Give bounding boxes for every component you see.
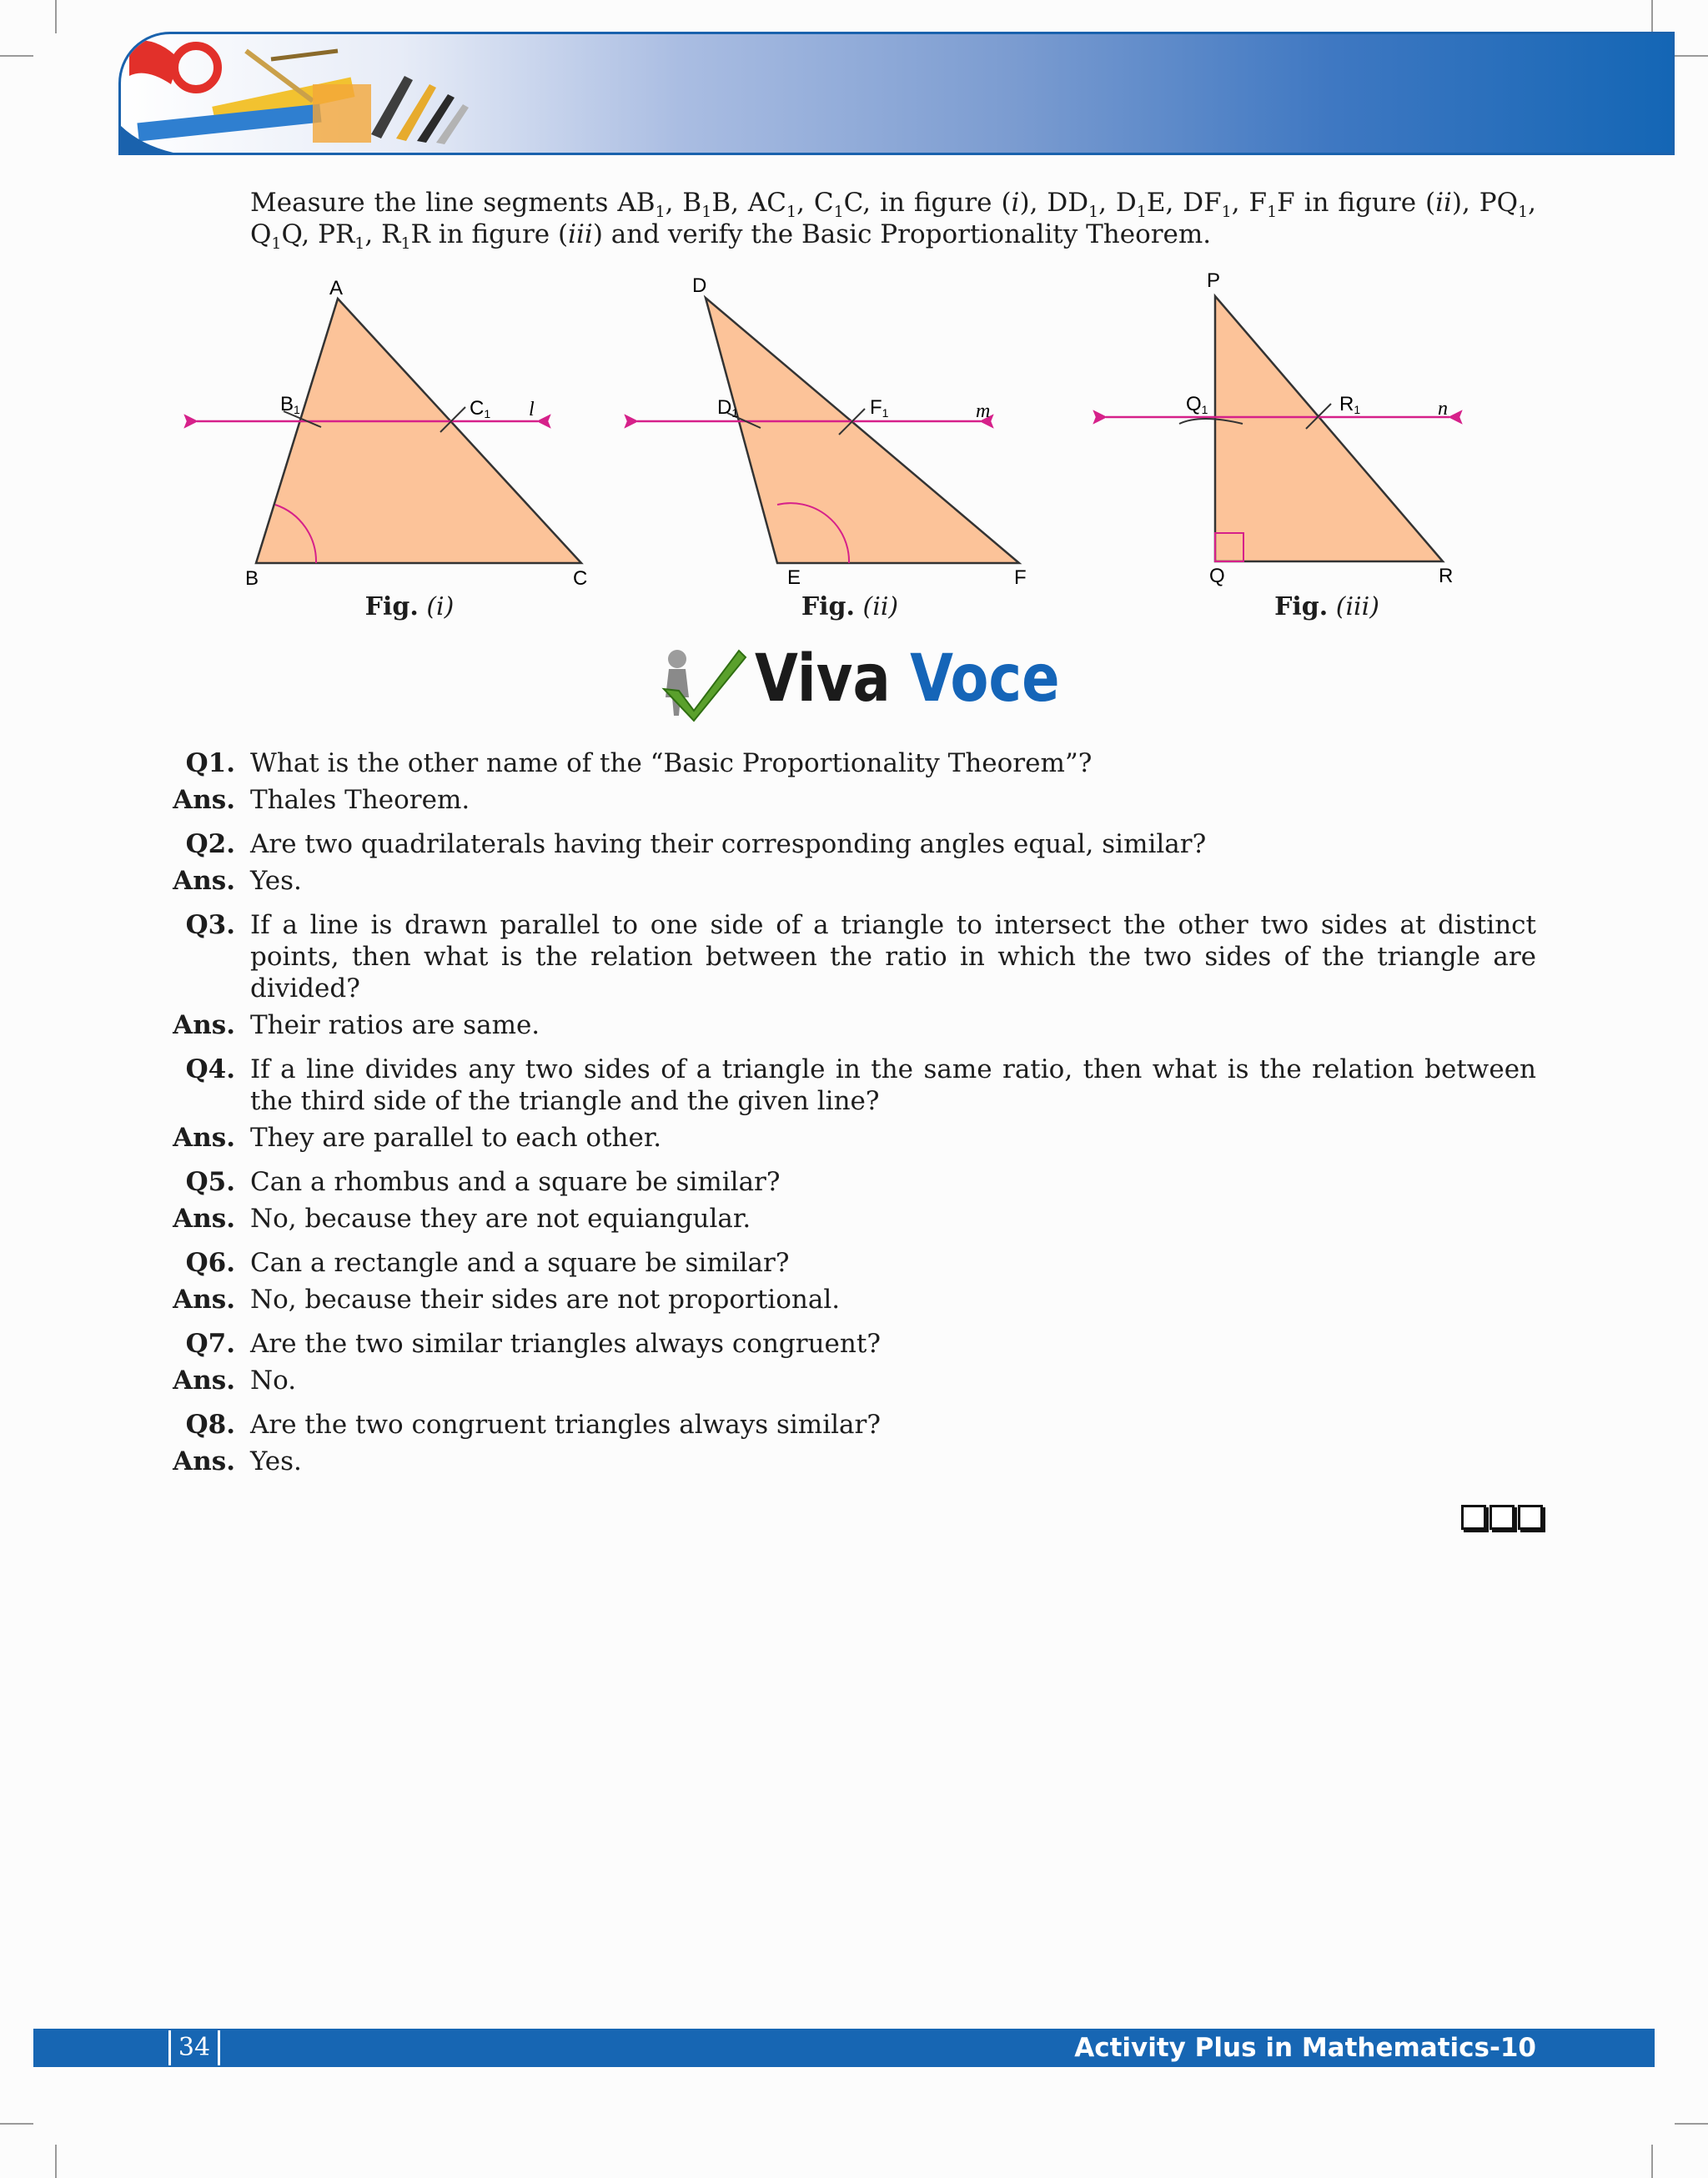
answer-text: They are parallel to each other. (250, 1123, 662, 1153)
figure-caption-ii: Fig. (ii) (801, 592, 899, 621)
label-c: C (573, 567, 588, 590)
label-f: F (1014, 566, 1027, 589)
label-line-m: m (976, 400, 991, 422)
box-icon (1461, 1505, 1486, 1530)
figure-caption-iii: Fig. (iii) (1274, 592, 1379, 621)
label-a: A (329, 277, 344, 299)
question-number: Q2. (185, 829, 235, 859)
question-text: Can a rhombus and a square be similar? (250, 1167, 781, 1197)
label-r: R (1439, 565, 1454, 587)
crop-mark (1651, 2145, 1653, 2178)
label-q: Q (1209, 565, 1225, 587)
figure-caption-i: Fig. (i) (364, 592, 455, 621)
book-title: Activity Plus in Mathematics-10 (1074, 2033, 1536, 2063)
question-text: If a line divides any two sides of a triangle in the same ratio, then what is the relation between the third side of the triangle and the given line? (250, 1054, 1536, 1116)
answer-label: Ans. (173, 1366, 235, 1396)
label-p: P (1207, 269, 1221, 292)
triangle-figures (0, 267, 1708, 601)
answer-label: Ans. (173, 1446, 235, 1476)
answer-label: Ans. (173, 1285, 235, 1315)
question-number: Q1. (185, 748, 235, 778)
crop-mark (0, 55, 33, 57)
answer-text: No, because their sides are not proportional. (250, 1285, 841, 1315)
label-r1: R1 (1339, 393, 1361, 416)
crop-mark (1675, 55, 1708, 57)
crop-mark (1675, 2123, 1708, 2125)
question-text: Are two quadrilaterals having their corresponding angles equal, similar? (250, 829, 1207, 859)
label-q1: Q1 (1186, 393, 1208, 416)
stationery-illustration (121, 34, 588, 155)
crop-mark (55, 0, 57, 33)
question-text: If a line is drawn parallel to one side of a triangle to intersect the other two sides at distinct points, then what is the relation between the ratio in which the two sides of the triangle are divided? (250, 910, 1536, 1003)
triangle-def (706, 298, 1019, 563)
question-text: Are the two similar triangles always congruent? (250, 1329, 881, 1359)
answer-label: Ans. (173, 1010, 235, 1040)
question-number: Q8. (185, 1410, 235, 1440)
figure-i (197, 277, 587, 590)
question-text: What is the other name of the “Basic Proportionality Theorem”? (250, 748, 1093, 778)
label-d1: D1 (717, 396, 739, 420)
label-d: D (692, 274, 707, 297)
end-of-section-marks (1461, 1505, 1546, 1533)
answer-text: Yes. (250, 1446, 302, 1476)
label-line-l: l (529, 399, 535, 420)
header-banner (118, 32, 1675, 155)
label-c1: C1 (470, 397, 491, 420)
label-b1: B1 (280, 393, 300, 416)
question-number: Q4. (185, 1054, 235, 1084)
triangle-pqr (1215, 296, 1443, 561)
answer-text: Thales Theorem. (250, 785, 470, 815)
viva-voce-heading: Viva Voce (755, 641, 1060, 717)
question-number: Q3. (185, 910, 235, 940)
box-icon (1518, 1505, 1543, 1530)
label-b: B (245, 567, 259, 590)
question-text: Are the two congruent triangles always similar? (250, 1410, 881, 1440)
answer-text: Yes. (250, 866, 302, 896)
crop-mark (55, 2145, 57, 2178)
answer-label: Ans. (173, 1123, 235, 1153)
answer-label: Ans. (173, 866, 235, 896)
page-number: 34 (168, 2030, 220, 2065)
answer-text: No. (250, 1366, 297, 1396)
answer-label: Ans. (173, 785, 235, 815)
figure-iii (1106, 269, 1453, 587)
figure-ii (637, 274, 1027, 589)
label-f1: F1 (870, 396, 889, 420)
checkmark-figure-icon (656, 639, 747, 722)
box-icon (1489, 1505, 1515, 1530)
intro-paragraph: Measure the line segments $AB_1$, $B_1B$, $AC_1$, $C_1C$, in figure (i), $DD_1$, $D_1E$, $DF_1$, $F_1F$ in figure (ii), $PQ_1$, $Q_1Q$, $PR_1$, $R_1R$ in figure (iii) and verify the Basic Proportionality Theorem. (250, 188, 1537, 254)
label-line-n: n (1438, 398, 1448, 420)
answer-text: Their ratios are same. (250, 1010, 540, 1040)
question-text: Can a rectangle and a square be similar? (250, 1248, 790, 1278)
triangle-abc (256, 299, 581, 563)
answer-text: No, because they are not equiangular. (250, 1204, 751, 1234)
question-number: Q5. (185, 1167, 235, 1197)
question-number: Q6. (185, 1248, 235, 1278)
answer-label: Ans. (173, 1204, 235, 1234)
question-number: Q7. (185, 1329, 235, 1359)
crop-mark (0, 2123, 33, 2125)
crop-mark (1651, 0, 1653, 33)
label-e: E (787, 566, 801, 589)
